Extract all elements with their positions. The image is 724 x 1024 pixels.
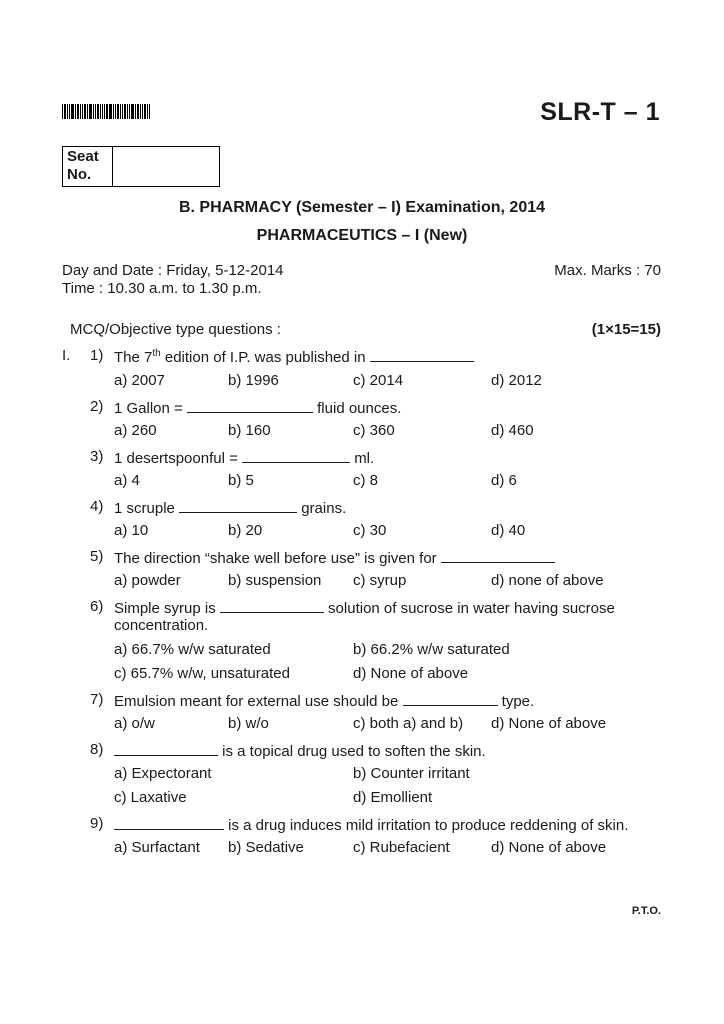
question-text: The direction “shake well before use” is given for xyxy=(114,548,555,567)
answer-blank xyxy=(187,398,313,413)
option-a: a) Surfactant xyxy=(114,839,200,856)
page-turn-over: P.T.O. xyxy=(631,905,661,917)
question-number: 8) xyxy=(90,741,104,758)
answer-blank xyxy=(114,741,218,756)
question-number: 6) xyxy=(90,598,104,615)
question-text: 1 desertspoonful = ml. xyxy=(114,450,375,467)
question-number: 5) xyxy=(90,548,104,565)
option-b: b) 66.2% w/w saturated xyxy=(353,641,510,658)
question-text: 1 scruple grains. xyxy=(114,500,347,517)
question-text-continued: concentration. xyxy=(114,617,209,634)
max-marks: Max. Marks : 70 xyxy=(554,262,661,279)
option-c: c) 8 xyxy=(353,472,379,489)
seat-label-line2: No. xyxy=(67,166,92,183)
roman-numeral: I. xyxy=(62,347,71,364)
option-b: b) w/o xyxy=(228,715,269,732)
option-b: b) 160 xyxy=(228,422,271,439)
option-b: b) 20 xyxy=(228,522,263,539)
paper-code: SLR-T – 1 xyxy=(540,98,660,126)
answer-blank xyxy=(441,548,555,563)
option-c: c) 30 xyxy=(353,522,387,539)
option-a: a) 4 xyxy=(114,472,140,489)
day-date: Day and Date : Friday, 5-12-2014 xyxy=(62,262,284,279)
exam-time: Time : 10.30 a.m. to 1.30 p.m. xyxy=(62,280,262,297)
question-number: 1) xyxy=(90,347,104,364)
subject-title: PHARMACEUTICS – I (New) xyxy=(256,227,468,244)
seat-number-field[interactable] xyxy=(113,147,219,186)
option-a: a) 2007 xyxy=(114,372,165,389)
question-number: 7) xyxy=(90,691,104,708)
question-text: Simple syrup is solution of sucrose in water having sucrose xyxy=(114,600,615,617)
option-a: a) 260 xyxy=(114,422,157,439)
option-c: c) both a) and b) xyxy=(353,715,464,732)
option-d: d) none of above xyxy=(491,572,604,589)
question-number: 4) xyxy=(90,498,104,515)
answer-blank xyxy=(179,498,297,513)
answer-blank xyxy=(242,448,350,463)
option-d: d) 6 xyxy=(491,472,517,489)
option-a: a) Expectorant xyxy=(114,765,212,782)
exam-title: B. PHARMACY (Semester – I) Examination, 2014 xyxy=(178,199,546,216)
question-text: is a topical drug used to soften the skin. xyxy=(114,741,486,760)
question-number: 3) xyxy=(90,448,104,465)
option-c: c) 65.7% w/w, unsaturated xyxy=(114,665,290,682)
question-number: 9) xyxy=(90,815,104,832)
question-text: is a drug induces mild irritation to produce reddening of skin. xyxy=(114,815,628,834)
section-marks: (1×15=15) xyxy=(591,321,661,338)
answer-blank xyxy=(220,598,324,613)
question-text: The 7th edition of I.P. was published in xyxy=(114,347,474,366)
question-text: 1 Gallon = fluid ounces. xyxy=(114,400,402,417)
option-c: c) 360 xyxy=(353,422,395,439)
option-b: b) Sedative xyxy=(228,839,304,856)
section-heading: MCQ/Objective type questions : xyxy=(70,321,281,338)
option-c: c) syrup xyxy=(353,572,407,589)
option-d: d) 2012 xyxy=(491,372,542,389)
option-d: d) None of above xyxy=(491,715,607,732)
option-d: d) 40 xyxy=(491,522,526,539)
seat-label-line1: Seat xyxy=(67,148,99,165)
option-a: a) 10 xyxy=(114,522,149,539)
option-c: c) Laxative xyxy=(114,789,187,806)
option-d: d) Emollient xyxy=(353,789,433,806)
answer-blank xyxy=(370,347,474,362)
question-text: Emulsion meant for external use should be type. xyxy=(114,693,535,710)
option-c: c) 2014 xyxy=(353,372,404,389)
option-b: b) 1996 xyxy=(228,372,279,389)
option-a: a) o/w xyxy=(114,715,155,732)
option-a: a) powder xyxy=(114,572,181,589)
seat-number-box xyxy=(62,146,220,187)
option-d: d) 460 xyxy=(491,422,534,439)
option-d: d) None of above xyxy=(491,839,607,856)
option-a: a) 66.7% w/w saturated xyxy=(114,641,271,658)
option-c: c) Rubefacient xyxy=(353,839,450,856)
question-number: 2) xyxy=(90,398,104,415)
seat-label xyxy=(63,147,113,186)
option-b: b) Counter irritant xyxy=(353,765,470,782)
answer-blank xyxy=(403,691,498,706)
option-b: b) suspension xyxy=(228,572,322,589)
barcode xyxy=(62,104,152,119)
answer-blank xyxy=(114,815,224,830)
option-b: b) 5 xyxy=(228,472,254,489)
option-d: d) None of above xyxy=(353,665,469,682)
